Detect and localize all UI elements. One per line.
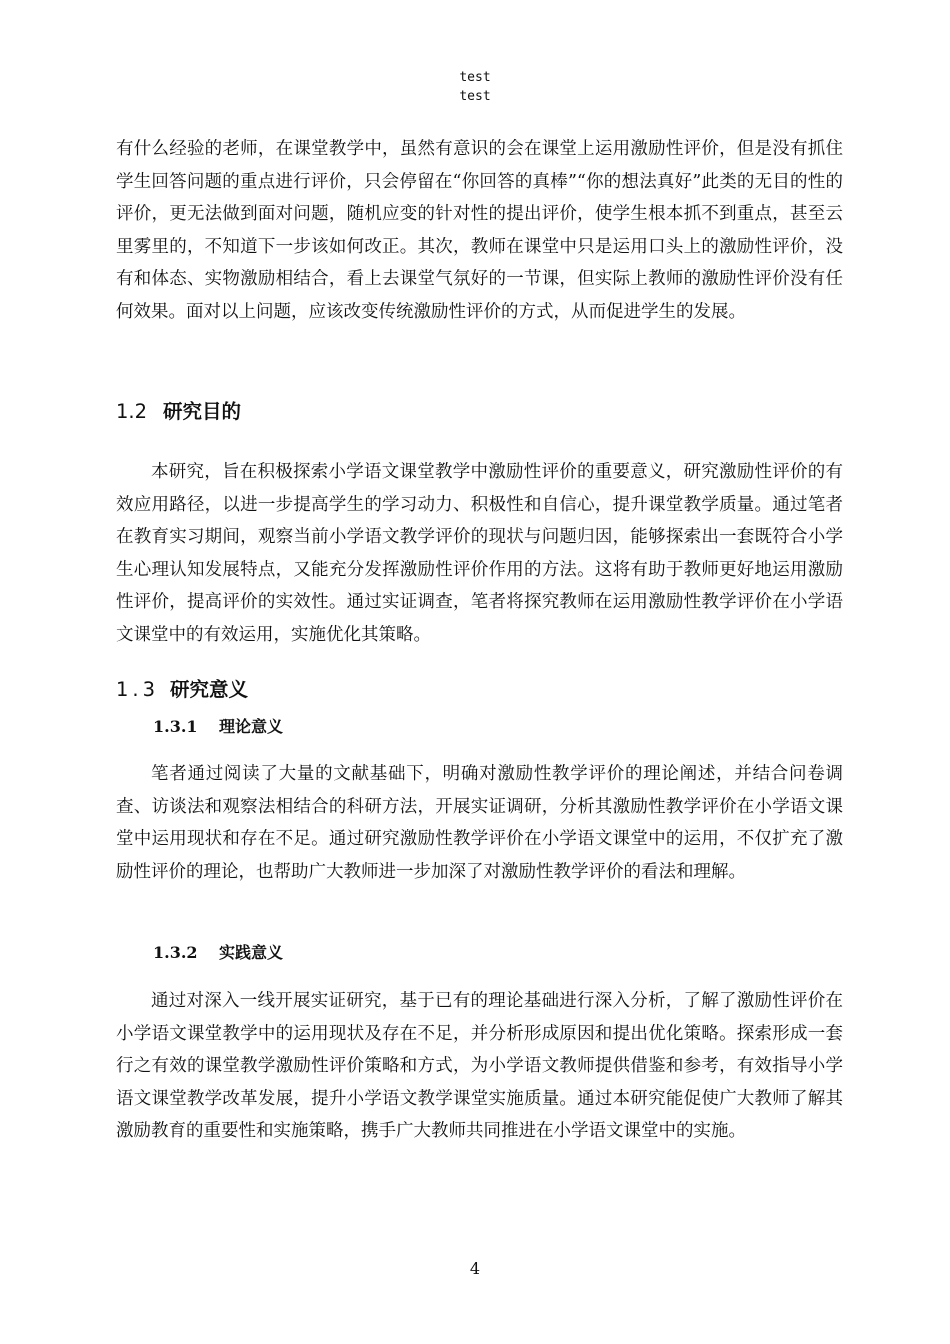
header-line-1: test: [459, 70, 491, 85]
subsection-title: 实践意义: [219, 943, 284, 962]
section-title: 研究意义: [170, 678, 249, 701]
section-number: 1.3: [116, 678, 160, 701]
subsection-number: 1.3.2: [153, 943, 198, 962]
subsection-number: 1.3.1: [153, 717, 198, 736]
subsection-title: 理论意义: [219, 717, 284, 736]
header-line-2: test: [459, 89, 491, 104]
page-number: 4: [469, 1259, 481, 1278]
subsection-heading-1-3-2: [153, 941, 283, 965]
paragraph-theoretical-significance: 笔者通过阅读了大量的文献基础下，明确对激励性教学评价的理论阐述，并结合问卷调查、访谈法和观察法相结合的科研方法，开展实证调研，分析其激励性教学评价在小学语文课堂中运用现状和存在不足。通过研究激励性教学评价在小学语文课堂中的运用，不仅扩充了激励性评价的理论，也帮助广大教师进一步加深了对激励性教学评价的看法和理解。: [116, 764, 843, 882]
subsection-heading-1-3-1: [153, 715, 283, 739]
paragraph-practical-significance: 通过对深入一线开展实证研究，基于已有的理论基础进行深入分析，了解了激励性评价在小学语文课堂教学中的运用现状及存在不足，并分析形成原因和提出优化策略。探索形成一套行之有效的课堂教学激励性评价策略和方式，为小学语文教师提供借鉴和参考，有效指导小学语文课堂教学改革发展，提升小学语文教学课堂实施质量。通过本研究能促使广大教师了解其激励教育的重要性和实施策略，携手广大教师共同推进在小学语文课堂中的实施。: [116, 991, 843, 1141]
section-number: 1.2: [116, 400, 148, 423]
section-title: 研究目的: [163, 400, 242, 423]
section-heading-1-3: [116, 677, 248, 703]
page-header: [0, 68, 950, 106]
paragraph-research-purpose: 本研究，旨在积极探索小学语文课堂教学中激励性评价的重要意义，研究激励性评价的有效应用路径，以进一步提高学生的学习动力、积极性和自信心，提升课堂教学质量。通过笔者在教育实习期间，观察当前小学语文教学评价的现状与问题归因，能够探索出一套既符合小学生心理认知发展特点，又能充分发挥激励性评价作用的方法。这将有助于教师更好地运用激励性评价，提高评价的实效性。通过实证调查，笔者将探究教师在运用激励性教学评价在小学语文课堂中的有效运用，实施优化其策略。: [116, 462, 843, 645]
section-heading-1-2: [116, 399, 241, 425]
paragraph-background-continued: 有什么经验的老师，在课堂教学中，虽然有意识的会在课堂上运用激励性评价，但是没有抓住学生回答问题的重点进行评价，只会停留在“你回答的真棒”“你的想法真好”此类的无目的性的评价，更无法做到面对问题，随机应变的针对性的提出评价，使学生根本抓不到重点，甚至云里雾里的，不知道下一步该如何改正。其次，教师在课堂中只是运用口头上的激励性评价，没有和体态、实物激励相结合，看上去课堂气氛好的一节课，但实际上教师的激励性评价没有任何效果。面对以上问题，应该改变传统激励性评价的方式，从而促进学生的发展。: [116, 139, 843, 322]
